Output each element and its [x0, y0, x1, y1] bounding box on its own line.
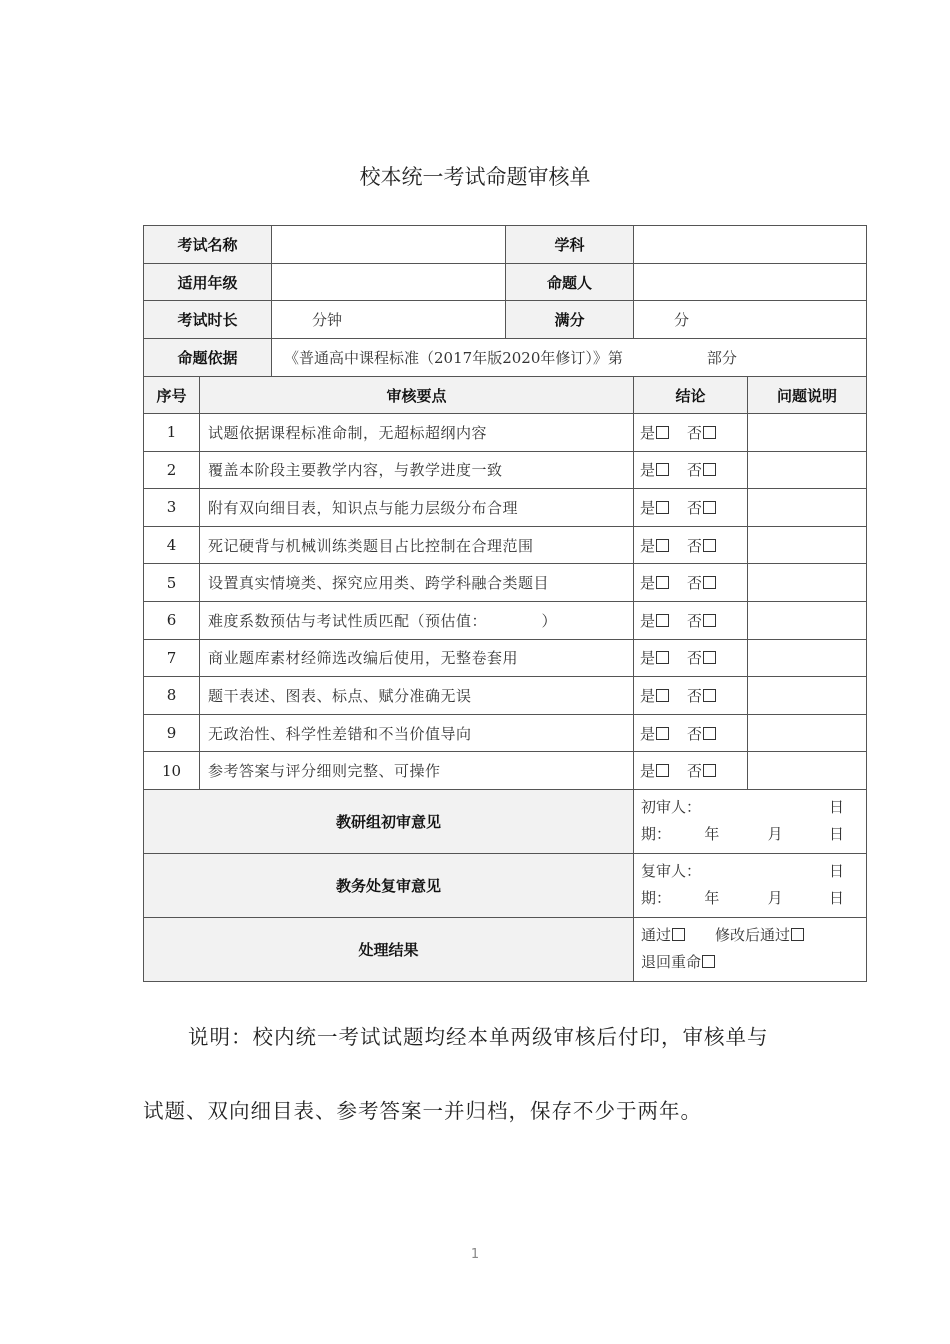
- date-prefix: 期：: [641, 825, 672, 844]
- yes-option[interactable]: [640, 424, 669, 442]
- day-char: 日: [829, 798, 845, 817]
- yes-option[interactable]: [640, 612, 669, 630]
- checkbox-icon[interactable]: [656, 539, 669, 552]
- first-review-label: 教研组初审意见: [144, 789, 634, 853]
- month-label: 月: [767, 825, 783, 844]
- checkbox-icon[interactable]: [703, 576, 716, 589]
- note-paragraph: [143, 1000, 813, 1148]
- item-text: 附有双向细目表，知识点与能力层级分布合理: [200, 489, 634, 527]
- issue-cell[interactable]: [748, 677, 867, 715]
- yes-label: 是: [640, 498, 656, 517]
- checkbox-icon[interactable]: [703, 426, 716, 439]
- yes-label: 是: [640, 724, 656, 743]
- yes-option[interactable]: [640, 762, 669, 780]
- checklist-row: [144, 601, 867, 639]
- yes-label: 是: [640, 686, 656, 705]
- yes-label: 是: [640, 423, 656, 442]
- item-text: 无政治性、科学性差错和不当价值导向: [200, 714, 634, 752]
- conclusion-cell: [634, 489, 748, 527]
- grade-label: 适用年级: [144, 264, 272, 301]
- issue-cell[interactable]: [748, 414, 867, 452]
- checkbox-icon[interactable]: [703, 463, 716, 476]
- checkbox-icon[interactable]: [656, 576, 669, 589]
- checkbox-icon[interactable]: [656, 651, 669, 664]
- day-label: 日: [829, 889, 845, 908]
- result-label: 处理结果: [144, 917, 634, 981]
- checklist-row: [144, 564, 867, 602]
- year-label: 年: [704, 889, 720, 908]
- item-text: 设置真实情境类、探究应用类、跨学科融合类题目: [200, 564, 634, 602]
- checkbox-icon[interactable]: [656, 727, 669, 740]
- checklist-row: [144, 414, 867, 452]
- yes-label: 是: [640, 762, 656, 781]
- pass-after-edit-label: 修改后通过: [715, 926, 791, 945]
- first-review-sign[interactable]: [634, 789, 867, 853]
- no-option[interactable]: [687, 499, 716, 517]
- item-number: 2: [144, 451, 200, 489]
- item-number: 3: [144, 489, 200, 527]
- yes-option[interactable]: [640, 649, 669, 667]
- yes-label: 是: [640, 461, 656, 480]
- conclusion-cell: [634, 564, 748, 602]
- checkbox-icon[interactable]: [656, 614, 669, 627]
- return-option[interactable]: [641, 953, 715, 971]
- basis-field[interactable]: [272, 339, 867, 377]
- checkbox-icon[interactable]: [656, 689, 669, 702]
- yes-option[interactable]: [640, 687, 669, 705]
- conclusion-cell: [634, 451, 748, 489]
- subject-field[interactable]: [634, 226, 867, 264]
- first-reviewer-label: 初审人：: [641, 798, 702, 817]
- checkbox-icon[interactable]: [703, 614, 716, 627]
- checkbox-icon[interactable]: [703, 764, 716, 777]
- checklist-row: [144, 752, 867, 790]
- author-label: 命题人: [506, 264, 634, 301]
- issue-cell[interactable]: [748, 526, 867, 564]
- checkbox-icon[interactable]: [703, 727, 716, 740]
- no-option[interactable]: [687, 574, 716, 592]
- no-option[interactable]: [687, 424, 716, 442]
- second-review-sign[interactable]: [634, 853, 867, 917]
- conclusion-cell: [634, 677, 748, 715]
- checkbox-icon[interactable]: [656, 764, 669, 777]
- yes-label: 是: [640, 649, 656, 668]
- yes-label: 是: [640, 611, 656, 630]
- exam-name-field[interactable]: [272, 226, 506, 264]
- no-label: 否: [687, 536, 703, 555]
- note-line-1: 说明：校内统一考试试题均经本单两级审核后付印，审核单与: [188, 1025, 769, 1049]
- no-label: 否: [687, 611, 703, 630]
- yes-option[interactable]: [640, 725, 669, 743]
- item-number: 5: [144, 564, 200, 602]
- day-char: 日: [829, 862, 845, 881]
- yes-label: 是: [640, 574, 656, 593]
- issue-cell[interactable]: [748, 451, 867, 489]
- result-options: [634, 917, 867, 981]
- conclusion-cell: [634, 526, 748, 564]
- checkbox-icon[interactable]: [672, 928, 685, 941]
- checklist-row: [144, 526, 867, 564]
- item-text: 难度系数预估与考试性质匹配（预估值： ）: [200, 601, 634, 639]
- no-option[interactable]: [687, 537, 716, 555]
- conclusion-cell: [634, 414, 748, 452]
- duration-unit: 分钟: [312, 311, 343, 329]
- duration-label: 考试时长: [144, 301, 272, 339]
- issue-cell[interactable]: [748, 639, 867, 677]
- col-header-issue: 问题说明: [748, 377, 867, 414]
- item-text: 题干表述、图表、标点、赋分准确无误: [200, 677, 634, 715]
- no-option[interactable]: [687, 725, 716, 743]
- checkbox-icon[interactable]: [703, 651, 716, 664]
- page-number: 1: [470, 1247, 480, 1262]
- basis-suffix: 部分: [706, 349, 737, 367]
- full-score-unit: 分: [674, 311, 690, 329]
- pass-option[interactable]: [641, 926, 685, 944]
- day-label: 日: [829, 825, 845, 844]
- col-header-no: 序号: [144, 377, 200, 414]
- checkbox-icon[interactable]: [656, 463, 669, 476]
- full-score-field[interactable]: [634, 301, 867, 339]
- no-option[interactable]: [687, 762, 716, 780]
- exam-name-label: 考试名称: [144, 226, 272, 264]
- issue-cell[interactable]: [748, 489, 867, 527]
- no-option[interactable]: [687, 612, 716, 630]
- pass-label: 通过: [641, 926, 672, 945]
- no-option[interactable]: [687, 461, 716, 479]
- conclusion-cell: [634, 752, 748, 790]
- basis-label: 命题依据: [144, 339, 272, 377]
- no-option[interactable]: [687, 649, 716, 667]
- item-number: 6: [144, 601, 200, 639]
- full-score-label: 满分: [506, 301, 634, 339]
- item-number: 1: [144, 414, 200, 452]
- col-header-conclusion: 结论: [634, 377, 748, 414]
- no-label: 否: [687, 686, 703, 705]
- subject-label: 学科: [506, 226, 634, 264]
- item-text: 覆盖本阶段主要教学内容，与教学进度一致: [200, 451, 634, 489]
- no-option[interactable]: [687, 687, 716, 705]
- checkbox-icon[interactable]: [703, 689, 716, 702]
- issue-cell[interactable]: [748, 564, 867, 602]
- second-review-label: 教务处复审意见: [144, 853, 634, 917]
- yes-option[interactable]: [640, 461, 669, 479]
- no-label: 否: [687, 461, 703, 480]
- issue-cell[interactable]: [748, 601, 867, 639]
- checklist-row: [144, 714, 867, 752]
- date-prefix: 期：: [641, 889, 672, 908]
- issue-cell[interactable]: [748, 714, 867, 752]
- checkbox-icon[interactable]: [656, 426, 669, 439]
- yes-label: 是: [640, 536, 656, 555]
- conclusion-cell: [634, 601, 748, 639]
- issue-cell[interactable]: [748, 752, 867, 790]
- author-field[interactable]: [634, 264, 867, 301]
- second-reviewer-label: 复审人：: [641, 862, 702, 881]
- pass-after-edit-option[interactable]: [715, 926, 804, 944]
- checkbox-icon[interactable]: [703, 501, 716, 514]
- checklist-row: [144, 451, 867, 489]
- item-number: 9: [144, 714, 200, 752]
- item-text: 死记硬背与机械训练类题目占比控制在合理范围: [200, 526, 634, 564]
- no-label: 否: [687, 649, 703, 668]
- checklist-row: [144, 677, 867, 715]
- duration-field[interactable]: [272, 301, 506, 339]
- yes-option[interactable]: [640, 574, 669, 592]
- return-label: 退回重命: [641, 953, 702, 972]
- conclusion-cell: [634, 639, 748, 677]
- item-text: 试题依据课程标准命制，无超标超纲内容: [200, 414, 634, 452]
- checkbox-icon[interactable]: [703, 539, 716, 552]
- checkbox-icon[interactable]: [791, 928, 804, 941]
- month-label: 月: [767, 889, 783, 908]
- conclusion-cell: [634, 714, 748, 752]
- checkbox-icon[interactable]: [656, 501, 669, 514]
- item-number: 8: [144, 677, 200, 715]
- col-header-point: 审核要点: [200, 377, 634, 414]
- yes-option[interactable]: [640, 499, 669, 517]
- item-text: 参考答案与评分细则完整、可操作: [200, 752, 634, 790]
- checkbox-icon[interactable]: [702, 955, 715, 968]
- no-label: 否: [687, 423, 703, 442]
- no-label: 否: [687, 498, 703, 517]
- note-line-2: 试题、双向细目表、参考答案一并归档，保存不少于两年。: [143, 1099, 702, 1123]
- item-number: 4: [144, 526, 200, 564]
- checklist-row: [144, 639, 867, 677]
- checklist-row: [144, 489, 867, 527]
- no-label: 否: [687, 574, 703, 593]
- no-label: 否: [687, 762, 703, 781]
- no-label: 否: [687, 724, 703, 743]
- item-number: 7: [144, 639, 200, 677]
- item-text: 商业题库素材经筛选改编后使用，无整卷套用: [200, 639, 634, 677]
- basis-text: 《普通高中课程标准（2017年版2020年修订）》第: [284, 349, 623, 367]
- year-label: 年: [704, 825, 720, 844]
- page-title: 校本统一考试命题审核单: [359, 165, 591, 189]
- item-number: 10: [144, 752, 200, 790]
- review-form-table: [143, 225, 867, 982]
- yes-option[interactable]: [640, 537, 669, 555]
- grade-field[interactable]: [272, 264, 506, 301]
